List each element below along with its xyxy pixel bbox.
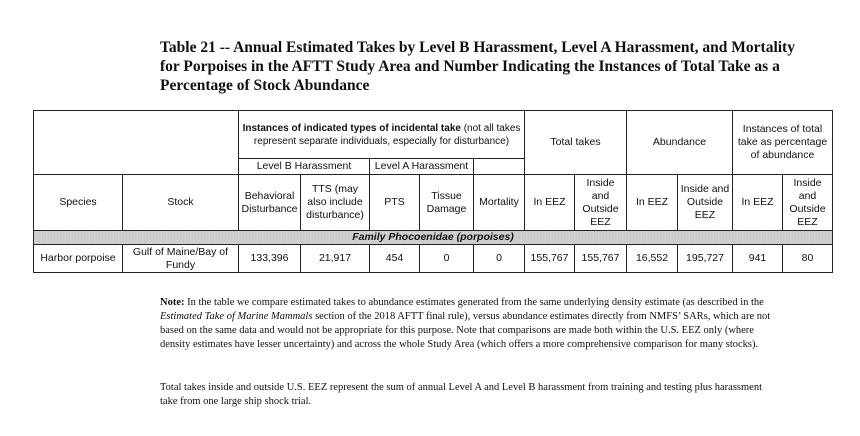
tissue-col-header: Tissue Damage (420, 175, 474, 231)
behavioral-cell: 133,396 (239, 245, 301, 273)
mortality-col-header: Mortality (474, 175, 525, 231)
behavioral-col-header: Behavioral Disturbance (239, 175, 301, 231)
instances-header: Instances of indicated types of incidental take (not all takes represent separate individuals, especially for disturbance) (239, 111, 525, 159)
abundance-all-header: Inside and Outside EEZ (678, 175, 733, 231)
mortality-spacer (474, 159, 525, 175)
blank-header-cell (34, 111, 239, 175)
abundance-in-cell: 16,552 (627, 245, 678, 273)
tissue-cell: 0 (420, 245, 474, 273)
stock-col-header: Stock (123, 175, 239, 231)
total-in-eez-header: In EEZ (525, 175, 575, 231)
pts-col-header: PTS (370, 175, 420, 231)
pct-in-eez-header: In EEZ (733, 175, 783, 231)
note-label: Note: (160, 297, 185, 308)
table-title: Table 21 -- Annual Estimated Takes by Level B Harassment, Level A Harassment, and Mortality for Porpoises in the AFTT Study Area and Number Indicating the Instances of Total Take as a Percentage of Stock Abundance (160, 39, 795, 94)
species-cell: Harbor porpoise (34, 245, 123, 273)
total-all-cell: 155,767 (575, 245, 627, 273)
abundance-all-cell: 195,727 (678, 245, 733, 273)
pct-in-cell: 941 (733, 245, 783, 273)
instances-pct-header: Instances of total take as percentage of abundance (733, 111, 833, 175)
total-takes-header: Total takes (525, 111, 627, 175)
level-a-header: Level A Harassment (370, 159, 474, 175)
tts-cell: 21,917 (301, 245, 370, 273)
pts-cell: 454 (370, 245, 420, 273)
pct-all-header: Inside and Outside EEZ (783, 175, 833, 231)
abundance-header: Abundance (627, 111, 733, 175)
family-row: Family Phocoenidae (porpoises) (34, 231, 833, 245)
abundance-in-eez-header: In EEZ (627, 175, 678, 231)
stock-cell: Gulf of Maine/Bay of Fundy (123, 245, 239, 273)
mortality-cell: 0 (474, 245, 525, 273)
tts-col-header: TTS (may also include disturbance) (301, 175, 370, 231)
note-italic: Estimated Take of Marine Mammals (160, 311, 313, 322)
species-col-header: Species (34, 175, 123, 231)
total-in-cell: 155,767 (525, 245, 575, 273)
table-row (34, 245, 833, 273)
take-table (33, 110, 833, 273)
note-paragraph: Note: In the table we compare estimated takes to abundance estimates generated from the same underlying density estimate (as described in the Estimated Take of Marine Mammals section of the 2018 AFTT final rule), versus abundance estimates directly from NMFS’ SARs, which are not based on the same data and would not be appropriate for this purpose. Note that comparisons are made both within the U.S. EEZ only (where density estimates have lesser uncertainty) and across the whole Study Area (which offers a more comprehensive comparison for many stocks). (160, 297, 771, 350)
level-b-header: Level B Harassment (239, 159, 370, 175)
total-takes-note: Total takes inside and outside U.S. EEZ represent the sum of annual Level A and Level B harassment from training and testing plus harassment take from one large ship shock trial. (160, 382, 762, 407)
pct-all-cell: 80 (783, 245, 833, 273)
total-all-header: Inside and Outside EEZ (575, 175, 627, 231)
